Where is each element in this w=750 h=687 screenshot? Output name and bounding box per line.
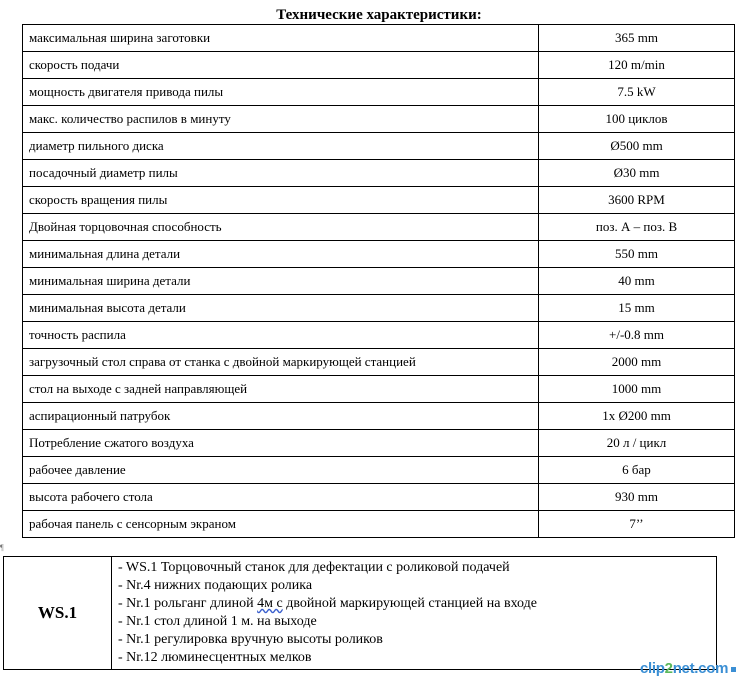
spellcheck-mark: 4м с — [257, 596, 283, 611]
spec-label: рабочее давление — [23, 457, 539, 484]
spec-value: Ø30 mm — [539, 160, 735, 187]
spec-value: 930 mm — [539, 484, 735, 511]
ws-item: - Nr.1 стол длиной 1 м. на выходе — [118, 614, 317, 629]
spec-row — [23, 430, 735, 457]
spec-row — [23, 484, 735, 511]
spec-value: 2000 mm — [539, 349, 735, 376]
spec-value: 100 циклов — [539, 106, 735, 133]
spec-row — [23, 457, 735, 484]
spec-label: минимальная ширина детали — [23, 268, 539, 295]
spec-label: высота рабочего стола — [23, 484, 539, 511]
spec-value: 15 mm — [539, 295, 735, 322]
ws-item: - Nr.12 люминесцентных мелков — [118, 650, 312, 665]
ws-item: - WS.1 Торцовочный станок для дефектации с роликовой подачей — [118, 560, 510, 575]
spec-row — [23, 322, 735, 349]
spec-row — [23, 376, 735, 403]
spec-row — [23, 403, 735, 430]
spec-row — [23, 79, 735, 106]
spec-value: 550 mm — [539, 241, 735, 268]
spec-value: 7’’ — [539, 511, 735, 538]
spec-value: 3600 RPM — [539, 187, 735, 214]
ws-item: - Nr.1 регулировка вручную высоты роликов — [118, 632, 383, 647]
spec-value: 20 л / цикл — [539, 430, 735, 457]
spec-label: точность распила — [23, 322, 539, 349]
spec-value: 1x Ø200 mm — [539, 403, 735, 430]
ws-code: WS.1 — [4, 557, 112, 670]
spec-label: Потребление сжатого воздуха — [23, 430, 539, 457]
spec-label: стол на выходе с задней направляющей — [23, 376, 539, 403]
spec-row — [23, 241, 735, 268]
spec-label: посадочный диаметр пилы — [23, 160, 539, 187]
spec-label: макс. количество распилов в минуту — [23, 106, 539, 133]
spec-row — [23, 187, 735, 214]
spec-label: диаметр пильного диска — [23, 133, 539, 160]
spec-label: скорость подачи — [23, 52, 539, 79]
spec-row — [23, 295, 735, 322]
spec-row — [23, 349, 735, 376]
spec-label: загрузочный стол справа от станка с двойной маркирующей станцией — [23, 349, 539, 376]
paragraph-marker: ¶ — [0, 543, 4, 552]
spec-row — [23, 511, 735, 538]
spec-row — [23, 133, 735, 160]
spec-row — [23, 160, 735, 187]
ws-item — [118, 595, 716, 613]
spec-value: 365 mm — [539, 25, 735, 52]
spec-label: Двойная торцовочная способность — [23, 214, 539, 241]
spec-label: минимальная длина детали — [23, 241, 539, 268]
spec-value: 7.5 kW — [539, 79, 735, 106]
spec-label: максимальная ширина заготовки — [23, 25, 539, 52]
spec-value: Ø500 mm — [539, 133, 735, 160]
spec-value: 6 бар — [539, 457, 735, 484]
spec-row — [23, 52, 735, 79]
spec-row — [23, 214, 735, 241]
spec-label: аспирационный патрубок — [23, 403, 539, 430]
spec-row — [23, 106, 735, 133]
specs-table — [22, 24, 735, 538]
spec-value: поз. А – поз. В — [539, 214, 735, 241]
spec-value: 40 mm — [539, 268, 735, 295]
spec-label: минимальная высота детали — [23, 295, 539, 322]
ws-item-text: - Nr.1 рольганг длиной — [118, 596, 258, 611]
ws-items — [112, 557, 717, 670]
spec-value: +/-0.8 mm — [539, 322, 735, 349]
spec-row — [23, 268, 735, 295]
spec-label: рабочая панель с сенсорным экраном — [23, 511, 539, 538]
spec-row — [23, 25, 735, 52]
spec-value: 120 m/min — [539, 52, 735, 79]
spec-value: 1000 mm — [539, 376, 735, 403]
clip2net-logo: clip2net.com — [640, 660, 736, 677]
spec-title: Технические характеристики: — [276, 7, 482, 23]
ws-item: - Nr.4 нижних подающих ролика — [118, 578, 313, 593]
spec-label: мощность двигателя привода пилы — [23, 79, 539, 106]
ws-item-text: двойной маркирующей станцией на входе — [282, 596, 537, 611]
ws-table — [3, 556, 717, 670]
spec-label: скорость вращения пилы — [23, 187, 539, 214]
